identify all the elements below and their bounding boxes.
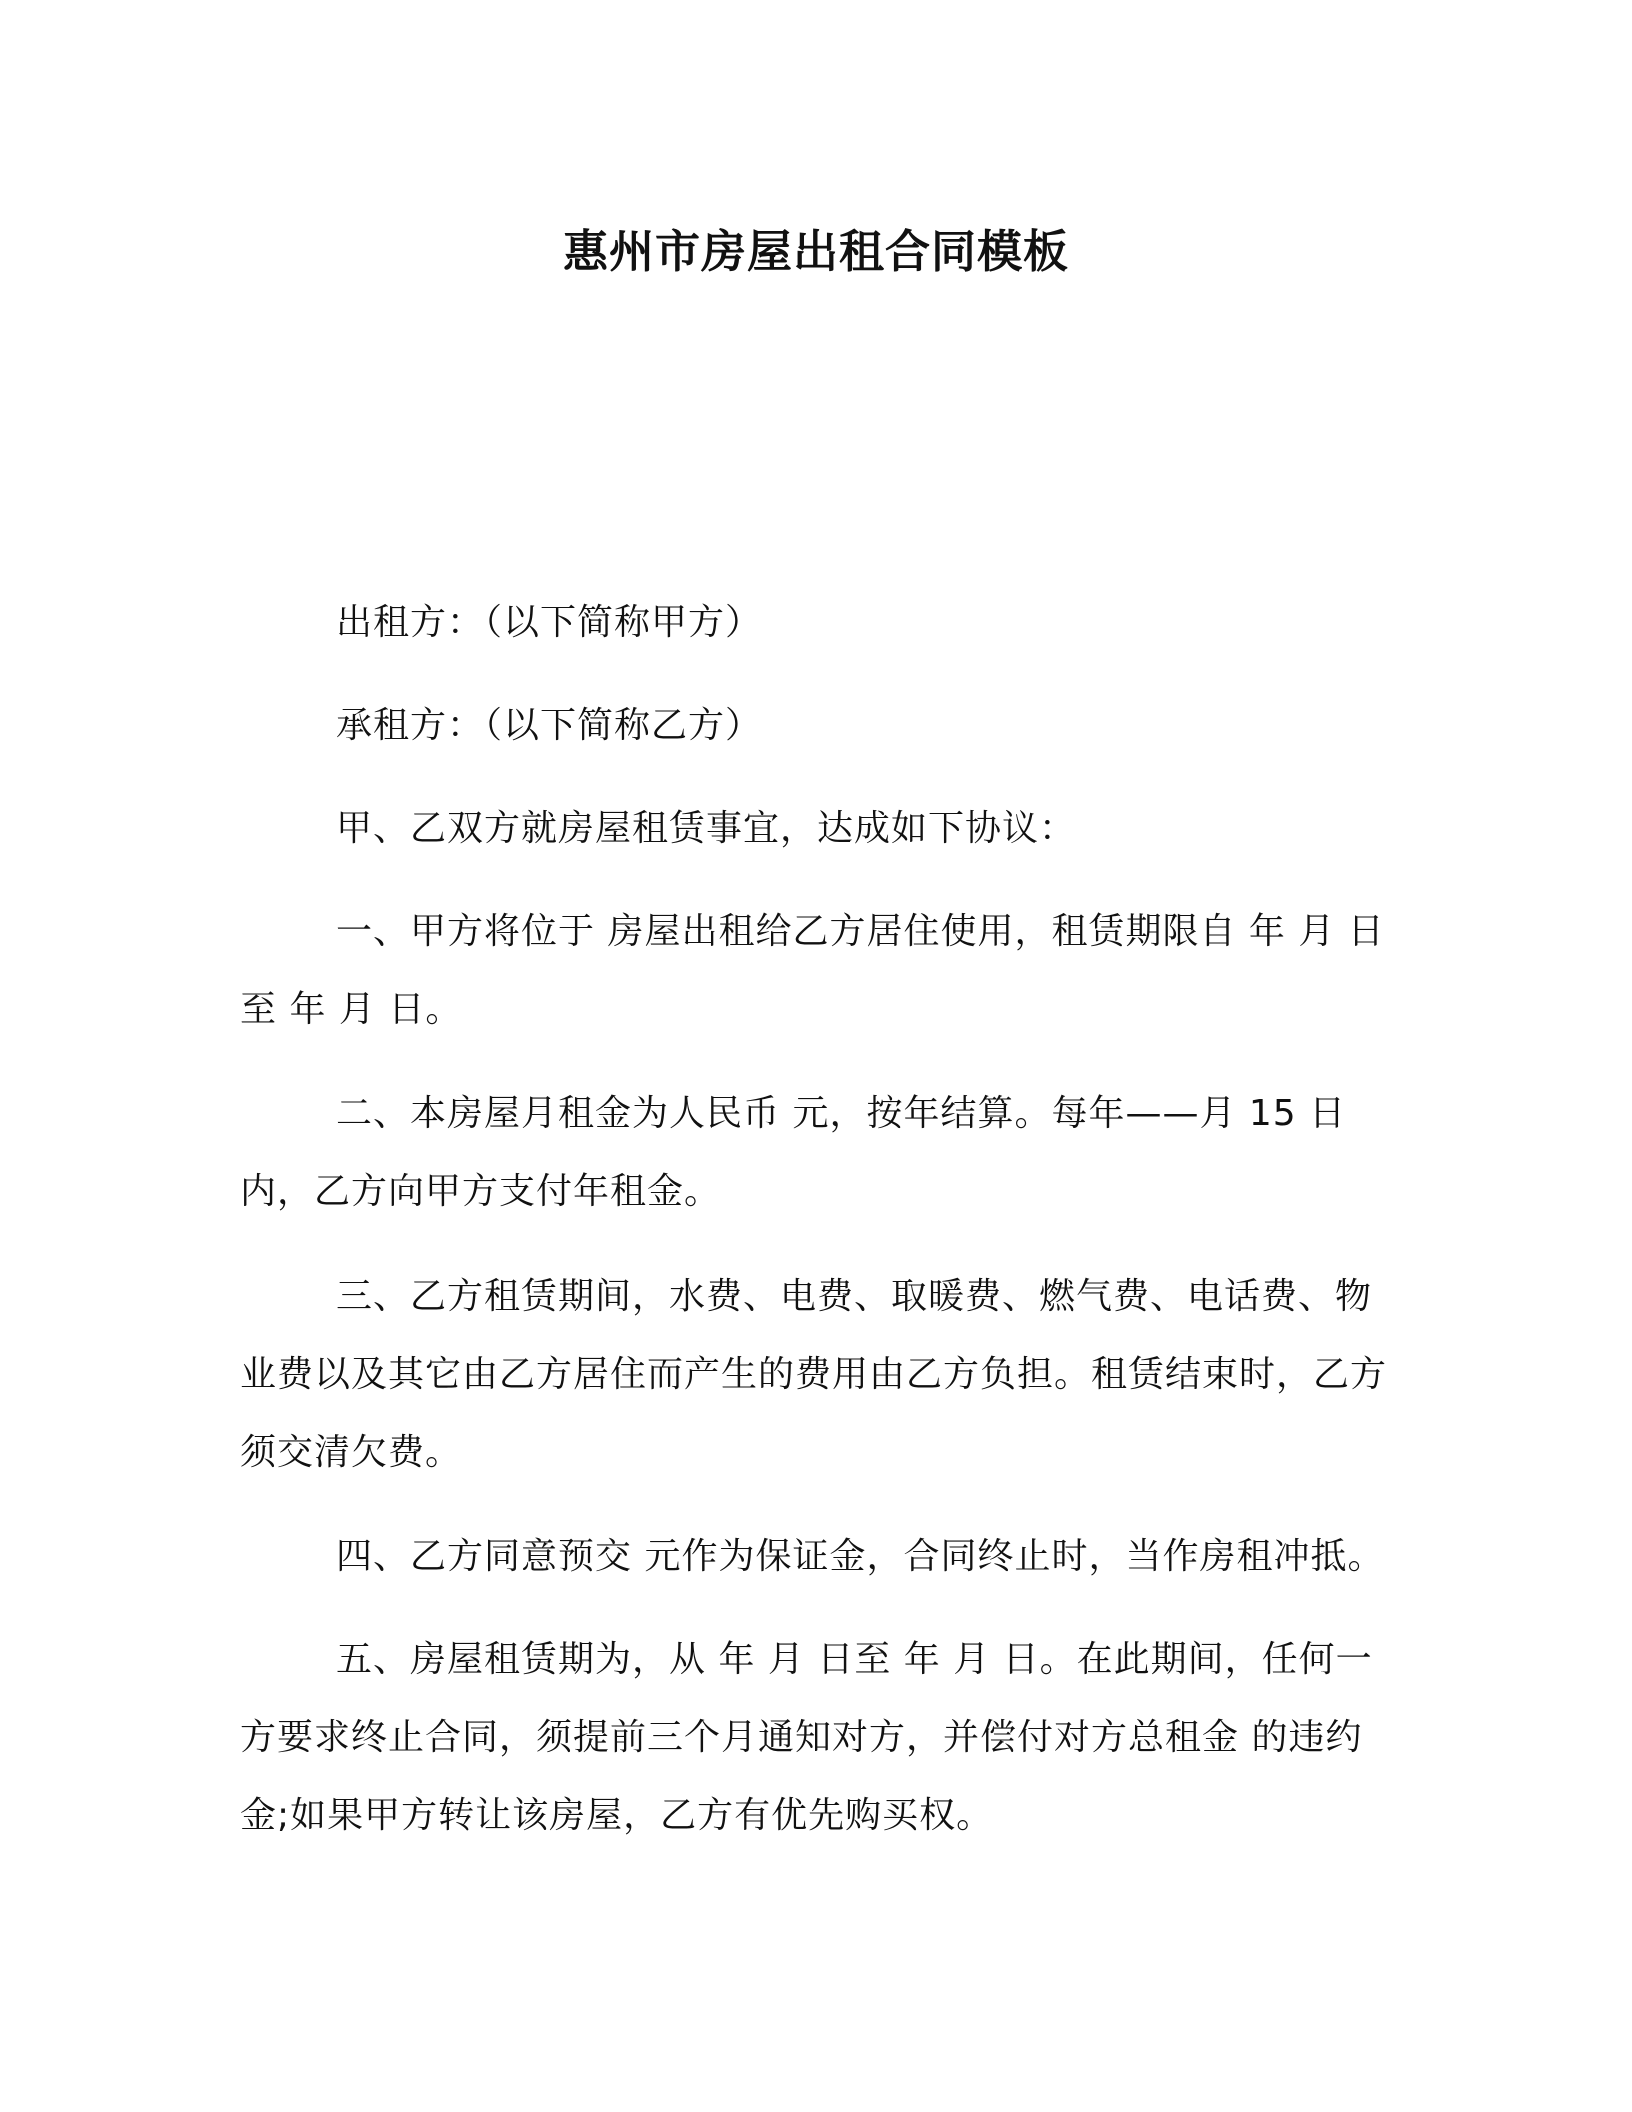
clause-1: 一、甲方将位于 房屋出租给乙方居住使用，租赁期限自 年 月 日至 年 月 日。 <box>240 911 1385 1030</box>
agreement-intro: 甲、乙双方就房屋租赁事宜，达成如下协议： <box>336 808 1077 849</box>
clause-5: 五、房屋租赁期为，从 年 月 日至 年 月 日。在此期间，任何一方要求终止合同，须提前三个月通知对方，并偿付对方总租金 的违约金;如果甲方转让该房屋，乙方有优先购买权。 <box>240 1639 1373 1836</box>
clause-3: 三、乙方租赁期间，水费、电费、取暖费、燃气费、电话费、物业费以及其它由乙方居住而产生的费用由乙方负担。租赁结束时，乙方须交清欠费。 <box>240 1276 1388 1473</box>
document-title: 惠州市房屋出租合同模板 <box>562 225 1069 278</box>
lessee-line: 承租方：（以下简称乙方） <box>336 705 763 746</box>
lessor-line: 出租方：（以下简称甲方） <box>336 602 763 643</box>
clause-4: 四、乙方同意预交 元作为保证金，合同终止时，当作房租冲抵。 <box>336 1536 1385 1577</box>
clause-2: 二、本房屋月租金为人民币 元，按年结算。每年——月 15 日内，乙方向甲方支付年租金。 <box>240 1093 1347 1212</box>
